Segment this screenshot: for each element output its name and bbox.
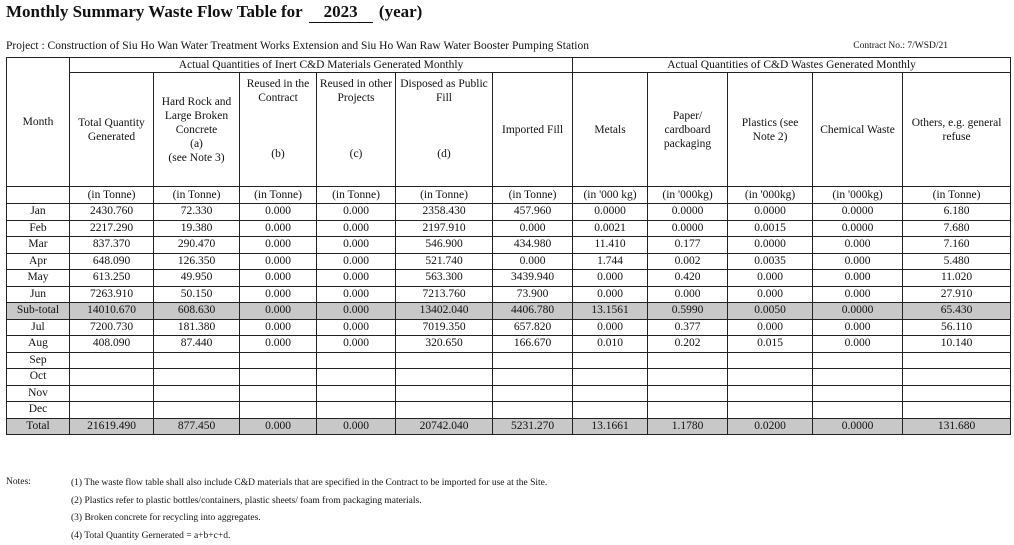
month-cell: Feb (7, 220, 70, 237)
value-cell: 19.380 (154, 220, 240, 237)
value-cell: 0.000 (813, 270, 903, 287)
value-cell (648, 385, 728, 402)
unit-month-blank (7, 187, 70, 204)
value-cell: 0.177 (648, 237, 728, 254)
unit-cell: (in Tonne) (396, 187, 493, 204)
table-row (7, 418, 1011, 435)
value-cell: 1.744 (573, 253, 648, 270)
table-row (7, 204, 1011, 221)
unit-cell: (in '000kg) (813, 187, 903, 204)
value-cell (70, 369, 154, 386)
col-reused-other: Reused in other Projects (c) (317, 73, 396, 187)
value-cell (154, 352, 240, 369)
value-cell: 0.000 (317, 303, 396, 320)
value-cell: 7263.910 (70, 286, 154, 303)
value-cell: 10.140 (903, 336, 1011, 353)
value-cell (240, 402, 317, 419)
value-cell: 0.000 (813, 336, 903, 353)
value-cell: 6.180 (903, 204, 1011, 221)
table-row (7, 385, 1011, 402)
col-hard-rock: Hard Rock and Large Broken Concrete (a) (see Note 3) (154, 73, 240, 187)
value-cell (396, 369, 493, 386)
value-cell: 0.000 (317, 237, 396, 254)
value-cell (317, 402, 396, 419)
value-cell (240, 385, 317, 402)
value-cell: 0.377 (648, 319, 728, 336)
col-total-quantity: Total Quantity Generated (70, 73, 154, 187)
table-row (7, 369, 1011, 386)
value-cell (903, 385, 1011, 402)
value-cell: 648.090 (70, 253, 154, 270)
value-cell: 50.150 (154, 286, 240, 303)
unit-cell: (in Tonne) (240, 187, 317, 204)
table-row (7, 253, 1011, 270)
value-cell: 877.450 (154, 418, 240, 435)
month-cell: Aug (7, 336, 70, 353)
page-title (6, 2, 422, 23)
table-row (7, 402, 1011, 419)
value-cell: 2358.430 (396, 204, 493, 221)
value-cell: 0.000 (240, 418, 317, 435)
value-cell: 13.1561 (573, 303, 648, 320)
value-cell: 5.480 (903, 253, 1011, 270)
value-cell: 72.330 (154, 204, 240, 221)
value-cell: 0.000 (240, 286, 317, 303)
value-cell: 13402.040 (396, 303, 493, 320)
value-cell (493, 402, 573, 419)
waste-flow-table (6, 57, 1011, 435)
value-cell: 657.820 (493, 319, 573, 336)
value-cell: 0.0000 (728, 204, 813, 221)
notes-label: Notes: (6, 477, 31, 487)
month-cell: Dec (7, 402, 70, 419)
col-others: Others, e.g. general refuse (903, 73, 1011, 187)
value-cell: 290.470 (154, 237, 240, 254)
value-cell: 521.740 (396, 253, 493, 270)
value-cell: 0.000 (317, 286, 396, 303)
value-cell: 0.0050 (728, 303, 813, 320)
value-cell: 0.0000 (813, 303, 903, 320)
value-cell (396, 385, 493, 402)
value-cell: 0.000 (240, 253, 317, 270)
value-cell: 7200.730 (70, 319, 154, 336)
value-cell: 0.0021 (573, 220, 648, 237)
value-cell (396, 402, 493, 419)
value-cell: 0.000 (317, 319, 396, 336)
month-cell: Apr (7, 253, 70, 270)
unit-cell: (in '000kg) (728, 187, 813, 204)
value-cell: 0.0035 (728, 253, 813, 270)
value-cell: 0.000 (573, 286, 648, 303)
col-reused-contract: Reused in the Contract (b) (240, 73, 317, 187)
value-cell: 0.015 (728, 336, 813, 353)
value-cell: 0.000 (728, 319, 813, 336)
table-row (7, 237, 1011, 254)
unit-cell: (in '000 kg) (573, 187, 648, 204)
value-cell (728, 369, 813, 386)
value-cell (813, 385, 903, 402)
value-cell: 0.000 (317, 204, 396, 221)
value-cell: 0.000 (728, 286, 813, 303)
value-cell: 0.000 (493, 220, 573, 237)
table-row (7, 319, 1011, 336)
contract-number: Contract No.: 7/WSD/21 (853, 41, 948, 51)
value-cell (903, 402, 1011, 419)
value-cell: 0.000 (493, 253, 573, 270)
group-cd-wastes: Actual Quantities of C&D Wastes Generated Monthly (573, 58, 1011, 73)
value-cell: 0.000 (240, 204, 317, 221)
value-cell (70, 402, 154, 419)
col-chemical-waste: Chemical Waste (813, 73, 903, 187)
value-cell (573, 402, 648, 419)
value-cell (573, 352, 648, 369)
title-suffix: (year) (379, 2, 422, 21)
month-cell: Jan (7, 204, 70, 221)
value-cell: 49.950 (154, 270, 240, 287)
value-cell: 0.420 (648, 270, 728, 287)
value-cell: 65.430 (903, 303, 1011, 320)
unit-cell: (in '000kg) (648, 187, 728, 204)
value-cell: 0.0000 (573, 204, 648, 221)
table-row (7, 336, 1011, 353)
value-cell: 0.0000 (813, 418, 903, 435)
value-cell: 320.650 (396, 336, 493, 353)
value-cell: 0.5990 (648, 303, 728, 320)
value-cell: 0.0000 (648, 204, 728, 221)
value-cell: 0.0015 (728, 220, 813, 237)
value-cell: 7019.350 (396, 319, 493, 336)
value-cell (493, 385, 573, 402)
value-cell (813, 402, 903, 419)
note-2: (2) Plastics refer to plastic bottles/containers, plastic sheets/ foam from packaging materials. (71, 493, 547, 511)
value-cell (317, 352, 396, 369)
value-cell: 0.010 (573, 336, 648, 353)
value-cell: 0.000 (240, 237, 317, 254)
value-cell: 0.0000 (648, 220, 728, 237)
col-month: Month (7, 58, 70, 187)
value-cell: 131.680 (903, 418, 1011, 435)
value-cell (813, 369, 903, 386)
table-row (7, 303, 1011, 320)
col-imported-fill: Imported Fill (493, 73, 573, 187)
value-cell (70, 352, 154, 369)
value-cell (493, 352, 573, 369)
value-cell: 2217.290 (70, 220, 154, 237)
value-cell (317, 369, 396, 386)
title-prefix: Monthly Summary Waste Flow Table for (6, 2, 302, 21)
value-cell (728, 402, 813, 419)
value-cell: 0.000 (317, 418, 396, 435)
project-line: Project : Construction of Siu Ho Wan Water Treatment Works Extension and Siu Ho Wan Raw Water Booster Pumping Station (6, 40, 589, 52)
value-cell (728, 385, 813, 402)
unit-cell: (in Tonne) (493, 187, 573, 204)
month-cell: Mar (7, 237, 70, 254)
value-cell (573, 369, 648, 386)
title-year: 2023 (309, 2, 373, 23)
unit-cell: (in Tonne) (154, 187, 240, 204)
table-row (7, 220, 1011, 237)
value-cell: 0.000 (317, 270, 396, 287)
value-cell: 434.980 (493, 237, 573, 254)
month-cell: Jul (7, 319, 70, 336)
value-cell: 21619.490 (70, 418, 154, 435)
unit-cell: (in Tonne) (903, 187, 1011, 204)
value-cell: 7.160 (903, 237, 1011, 254)
value-cell: 2430.760 (70, 204, 154, 221)
value-cell (903, 369, 1011, 386)
value-cell: 11.020 (903, 270, 1011, 287)
value-cell: 0.0000 (728, 237, 813, 254)
month-cell: Oct (7, 369, 70, 386)
value-cell: 181.380 (154, 319, 240, 336)
value-cell (317, 385, 396, 402)
value-cell: 7.680 (903, 220, 1011, 237)
value-cell: 0.000 (317, 253, 396, 270)
units-row (7, 187, 1011, 204)
value-cell (70, 385, 154, 402)
value-cell (648, 352, 728, 369)
note-4: (4) Total Quantity Gernerated = a+b+c+d. (71, 528, 547, 545)
value-cell: 0.000 (240, 270, 317, 287)
value-cell: 3439.940 (493, 270, 573, 287)
value-cell: 166.670 (493, 336, 573, 353)
value-cell: 613.250 (70, 270, 154, 287)
value-cell: 13.1661 (573, 418, 648, 435)
value-cell: 11.410 (573, 237, 648, 254)
group-inert-materials: Actual Quantities of Inert C&D Materials Generated Monthly (70, 58, 573, 73)
value-cell: 2197.910 (396, 220, 493, 237)
col-disposed-public-fill: Disposed as Public Fill (d) (396, 73, 493, 187)
notes-list (71, 475, 547, 545)
month-cell: Sep (7, 352, 70, 369)
value-cell: 20742.040 (396, 418, 493, 435)
value-cell: 0.000 (240, 220, 317, 237)
value-cell: 0.0000 (813, 220, 903, 237)
value-cell: 56.110 (903, 319, 1011, 336)
col-plastics: Plastics (see Note 2) (728, 73, 813, 187)
value-cell: 0.000 (573, 319, 648, 336)
value-cell: 546.900 (396, 237, 493, 254)
value-cell: 0.000 (573, 270, 648, 287)
month-cell: Jun (7, 286, 70, 303)
value-cell (903, 352, 1011, 369)
value-cell (813, 352, 903, 369)
value-cell: 0.000 (240, 319, 317, 336)
value-cell: 87.440 (154, 336, 240, 353)
value-cell (154, 402, 240, 419)
value-cell: 0.000 (317, 336, 396, 353)
note-3: (3) Broken concrete for recycling into aggregates. (71, 510, 547, 528)
month-cell: Total (7, 418, 70, 435)
value-cell: 126.350 (154, 253, 240, 270)
table-row (7, 286, 1011, 303)
month-cell: Nov (7, 385, 70, 402)
unit-cell: (in Tonne) (70, 187, 154, 204)
value-cell: 0.202 (648, 336, 728, 353)
value-cell: 0.000 (240, 303, 317, 320)
col-metals: Metals (573, 73, 648, 187)
unit-cell: (in Tonne) (317, 187, 396, 204)
month-cell: Sub-total (7, 303, 70, 320)
value-cell: 0.000 (728, 270, 813, 287)
value-cell: 0.0000 (813, 204, 903, 221)
value-cell: 5231.270 (493, 418, 573, 435)
value-cell: 0.000 (813, 286, 903, 303)
value-cell: 0.000 (813, 237, 903, 254)
value-cell: 7213.760 (396, 286, 493, 303)
value-cell: 14010.670 (70, 303, 154, 320)
note-1: (1) The waste flow table shall also include C&D materials that are specified in the Contract to be imported for use at the Site. (71, 475, 547, 493)
value-cell (240, 369, 317, 386)
value-cell: 0.000 (317, 220, 396, 237)
value-cell: 73.900 (493, 286, 573, 303)
value-cell (648, 369, 728, 386)
table-row (7, 352, 1011, 369)
value-cell: 0.002 (648, 253, 728, 270)
value-cell (240, 352, 317, 369)
value-cell (493, 369, 573, 386)
value-cell (728, 352, 813, 369)
value-cell: 457.960 (493, 204, 573, 221)
value-cell (648, 402, 728, 419)
value-cell (154, 385, 240, 402)
value-cell: 27.910 (903, 286, 1011, 303)
value-cell: 0.000 (813, 253, 903, 270)
value-cell: 4406.780 (493, 303, 573, 320)
value-cell: 0.0200 (728, 418, 813, 435)
value-cell: 0.000 (240, 336, 317, 353)
value-cell (573, 385, 648, 402)
value-cell: 1.1780 (648, 418, 728, 435)
value-cell: 0.000 (648, 286, 728, 303)
value-cell (396, 352, 493, 369)
value-cell: 408.090 (70, 336, 154, 353)
month-cell: May (7, 270, 70, 287)
value-cell: 837.370 (70, 237, 154, 254)
table-row (7, 270, 1011, 287)
value-cell: 563.300 (396, 270, 493, 287)
value-cell: 0.000 (813, 319, 903, 336)
col-paper: Paper/ cardboard packaging (648, 73, 728, 187)
value-cell: 608.630 (154, 303, 240, 320)
value-cell (154, 369, 240, 386)
